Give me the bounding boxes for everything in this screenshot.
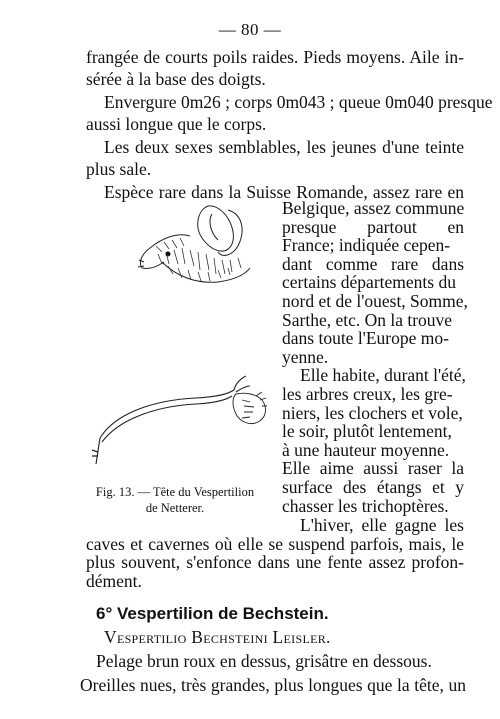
hanging-bat-illustration (86, 372, 276, 492)
text-line: niers, les clochers et vole, (282, 402, 463, 423)
text-line: Elle habite, durant l'été, (300, 365, 466, 386)
caption-line: de Netterer. (145, 501, 205, 515)
text-line: frangée de courts poils raides. Pieds moyens. Aile in- (86, 47, 464, 67)
text-line: dans toute l'Europe mo- (282, 328, 449, 349)
text-line: Belgique, assez commune (282, 198, 465, 218)
text-line: chasser les trichoptères. (282, 495, 449, 516)
text-line: aussi longue que le corps. (86, 114, 267, 134)
text-line: à une hauteur moyenne. (282, 439, 450, 460)
text-line: Elle aime aussi raser la (282, 458, 464, 479)
text-line: Envergure 0m26 ; corps 0m043 ; queue 0m040 presque (104, 92, 493, 112)
text-line: plus sale. (86, 159, 152, 179)
page-number: — 80 — (218, 20, 282, 39)
text-line: les arbres creux, les gre- (282, 384, 453, 404)
text-line: dant comme rare dans (282, 253, 464, 274)
text-line: nord et de l'ouest, Somme, (282, 291, 468, 311)
text-line: certains départements du (282, 272, 456, 293)
text-line: L'hiver, elle gagne les (300, 515, 464, 536)
species-heading: 6° Vespertilion de Bechstein. (96, 604, 329, 623)
text-line: le soir, plutôt lentement, (282, 421, 452, 442)
text-line: presque partout en (282, 216, 464, 237)
text-line: Espèce rare dans la Suisse Romande, assez rare en (104, 182, 464, 202)
text-line: dément. (86, 571, 142, 591)
bat-head-illustration (128, 196, 274, 296)
text-line: Pelage brun roux en dessus, grisâtre en dessous. (96, 651, 432, 671)
text-line: sérée à la base des doigts. (86, 69, 266, 89)
caption-line: Fig. 13. — Tête du Vespertilion (95, 485, 255, 499)
figure-caption (72, 484, 278, 516)
latin-name: Vespertilio Bechsteini Leisler. (104, 627, 331, 647)
text-line: caves et cavernes où elle se suspend parfois, mais, le (86, 533, 464, 554)
text-line: France; indiquée cepen- (282, 235, 451, 256)
text-line: Sarthe, etc. On la trouve (282, 309, 453, 330)
text-line: plus souvent, s'enfonce dans une fente assez profon- (86, 552, 464, 573)
text-line: Oreilles nues, très grandes, plus longues que la tête, un (80, 675, 466, 695)
text-line: yenne. (282, 346, 329, 367)
text-line: surface des étangs et y (282, 477, 464, 497)
text-line: Les deux sexes semblables, les jeunes d'une teinte (104, 137, 464, 157)
